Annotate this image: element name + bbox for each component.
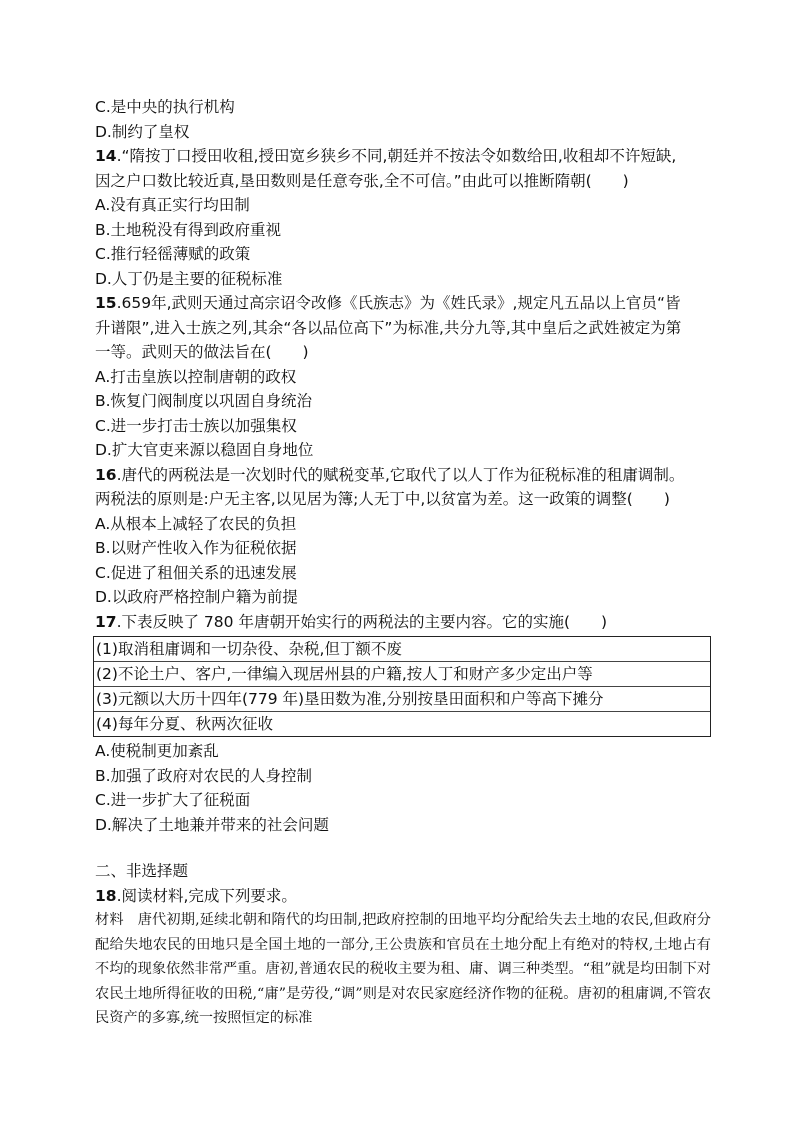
q16-option-d: D.以政府严格控制户籍为前提	[95, 588, 298, 606]
q18-stem-text: .阅读材料,完成下列要求。	[116, 886, 297, 905]
q18-material	[95, 908, 711, 1031]
q17-stem-text-1: .下表反映了 780 年唐朝开始实行的两税法的主要内容。它的实施( )	[116, 612, 608, 631]
q15-stem-line-3: 一等。武则天的做法旨在( )	[95, 343, 309, 361]
q14-option-a: A.没有真正实行均田制	[95, 196, 250, 214]
q13-option-d: D.制约了皇权	[95, 122, 190, 141]
section-gap	[95, 837, 710, 857]
q17-option-b: B.加强了政府对农民的人身控制	[95, 766, 313, 785]
q17-option-d: D.解决了土地兼并带来的社会问题	[95, 815, 329, 834]
q14-stem-text-1: .“隋按丁口授田收租,授田宽乡狭乡不同,朝廷并不按法令如数给田,收租却不许短缺,	[116, 147, 677, 165]
q14-option-d: D.人丁仍是主要的征税标准	[95, 269, 283, 288]
q15-stem-line-1	[95, 291, 710, 316]
q16-number: 16	[95, 465, 117, 484]
q16-option-a: A.从根本上减轻了农民的负担	[95, 514, 297, 533]
q15-option-c: C.进一步打击士族以加强集权	[95, 416, 297, 435]
q15-stem-line-2: 升谱限”,进入士族之列,其余“各以品位高下”为标准,共分九等,其中皇后之武姓被定为第	[95, 318, 682, 337]
q14-number: 14	[95, 147, 117, 165]
q16-stem-line-1	[95, 463, 710, 488]
q16-option-c: C.促进了租佃关系的迅速发展	[95, 563, 297, 582]
q14-stem-line-2: 因之户口数比较近真,垦田数则是任意夸张,全不可信。”由此可以推断隋朝( )	[95, 171, 629, 190]
material-label: 材料	[95, 912, 124, 928]
q15-stem-text-1: .659年,武则天通过高宗诏令改修《氏族志》为《姓氏录》,规定凡五品以上官员“皆	[116, 294, 681, 312]
q16-option-b: B.以财产性收入作为征税依据	[95, 539, 297, 557]
q15-option-a: A.打击皇族以控制唐朝的政权	[95, 367, 297, 386]
q17-stem-line-1	[95, 610, 710, 635]
q14-stem-line-1	[95, 144, 710, 169]
document-page	[95, 95, 710, 1031]
section-title: 二、非选择题	[95, 862, 189, 880]
q16-stem-text-1: .唐代的两税法是一次划时代的赋税变革,它取代了以人丁作为征税标准的租庸调制。	[116, 465, 685, 484]
q15-option-d: D.扩大官吏来源以稳固自身地位	[95, 441, 314, 459]
q16-stem-line-2: 两税法的原则是:户无主客,以见居为簿;人无丁中,以贫富为差。这一政策的调整( )	[95, 490, 670, 508]
q14-option-b: B.土地税没有得到政府重视	[95, 220, 282, 239]
table-row: (1)取消租庸调和一切杂役、杂税,但丁额不废	[96, 640, 402, 658]
table-row: (2)不论土户、客户,一律编入现居州县的户籍,按人丁和财产多少定出户等	[94, 661, 710, 686]
q17-option-a: A.使税制更加紊乱	[95, 742, 219, 760]
table-row: (4)每年分夏、秋两次征收	[94, 711, 710, 736]
q17-option-c: C.进一步扩大了征税面	[95, 791, 251, 809]
q17-table	[93, 636, 711, 737]
q18-stem	[95, 884, 710, 909]
q17-number: 17	[95, 612, 117, 631]
q14-option-c: C.推行轻徭薄赋的政策	[95, 245, 251, 263]
q13-option-c: C.是中央的执行机构	[95, 98, 235, 116]
q15-number: 15	[95, 294, 117, 312]
q18-number: 18	[95, 886, 117, 905]
material-text: 唐代初期,延续北朝和隋代的均田制,把政府控制的田地平均分配给失去土地的农民,但政府分配给失地农民的田地只是全国土地的一部分,王公贵族和官员在土地分配上有绝对的特权,土地占有不均的现象依然非常严重。唐初,普通农民的税收主要为租、庸、调三种类型。“租”就是均田制下对农民土地所得征收的田税,“庸”是劳役,“调”则是对农民家庭经济作物的征税。唐初的租庸调,不管农民资产的多寡,统一按照恒定的标准	[95, 912, 711, 1026]
q15-option-b: B.恢复门阀制度以巩固自身统治	[95, 392, 313, 410]
table-row: (3)元额以大历十四年(779 年)垦田数为准,分别按垦田面积和户等高下摊分	[94, 686, 710, 711]
